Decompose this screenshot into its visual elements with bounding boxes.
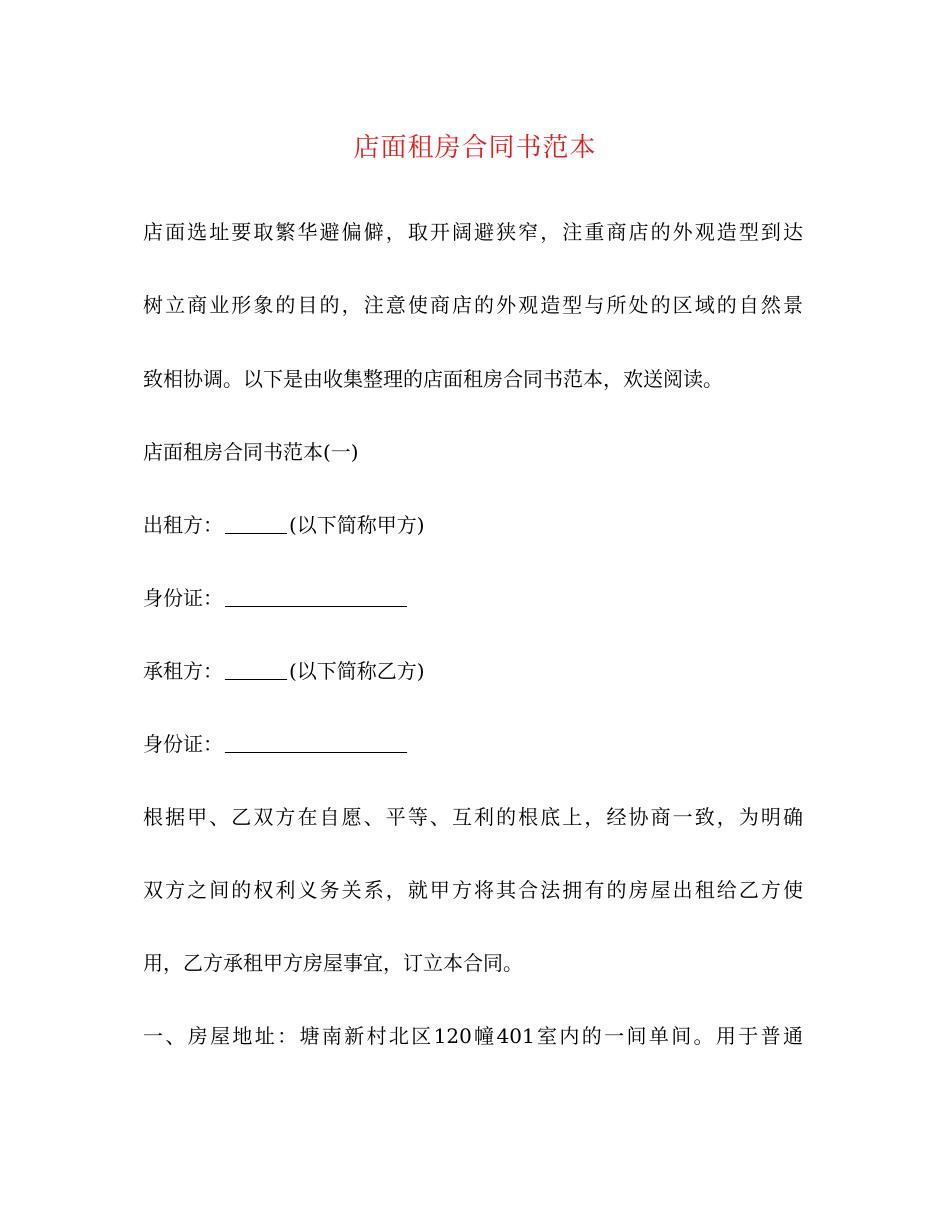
body-line-2: 双方之间的权利义务关系，就甲方将其合法拥有的房屋出租给乙方使 <box>143 878 803 902</box>
body-line-4: 一、房屋地址：塘南新村北区120幢401室内的一间单间。用于普通 <box>143 1024 803 1048</box>
lessee-id-label: 身份证： <box>143 732 223 756</box>
lessee-row <box>143 656 803 686</box>
intro-line-1: 店面选址要取繁华避偏僻，取开阔避狭窄，注重商店的外观造型到达 <box>143 220 803 244</box>
body-line-1: 根据甲、乙双方在自愿、平等、互利的根底上，经协商一致，为明确 <box>143 805 803 829</box>
lessee-id-blank <box>225 732 407 753</box>
intro-line-2: 树立商业形象的目的，注意使商店的外观造型与所处的区域的自然景 <box>143 293 803 317</box>
body-line-3: 用，乙方承租甲方房屋事宜，订立本合同。 <box>143 951 523 975</box>
lessor-suffix: (以下简称甲方) <box>289 513 425 537</box>
section-heading: 店面租房合同书范本(一) <box>143 440 359 464</box>
lessee-id-row <box>143 729 803 759</box>
intro-line-3: 致相协调。以下是由收集整理的店面租房合同书范本，欢送阅读。 <box>143 367 723 391</box>
lessee-blank <box>225 659 287 680</box>
lessee-suffix: (以下简称乙方) <box>289 659 425 683</box>
document-title: 店面租房合同书范本 <box>353 133 597 163</box>
lessor-id-label: 身份证： <box>143 586 223 610</box>
lessor-id-blank <box>225 586 407 607</box>
lessor-id-row <box>143 583 803 613</box>
lessor-row <box>143 510 803 540</box>
lessor-blank <box>225 513 287 534</box>
lessee-label: 承租方： <box>143 659 223 683</box>
lessor-label: 出租方： <box>143 513 223 537</box>
